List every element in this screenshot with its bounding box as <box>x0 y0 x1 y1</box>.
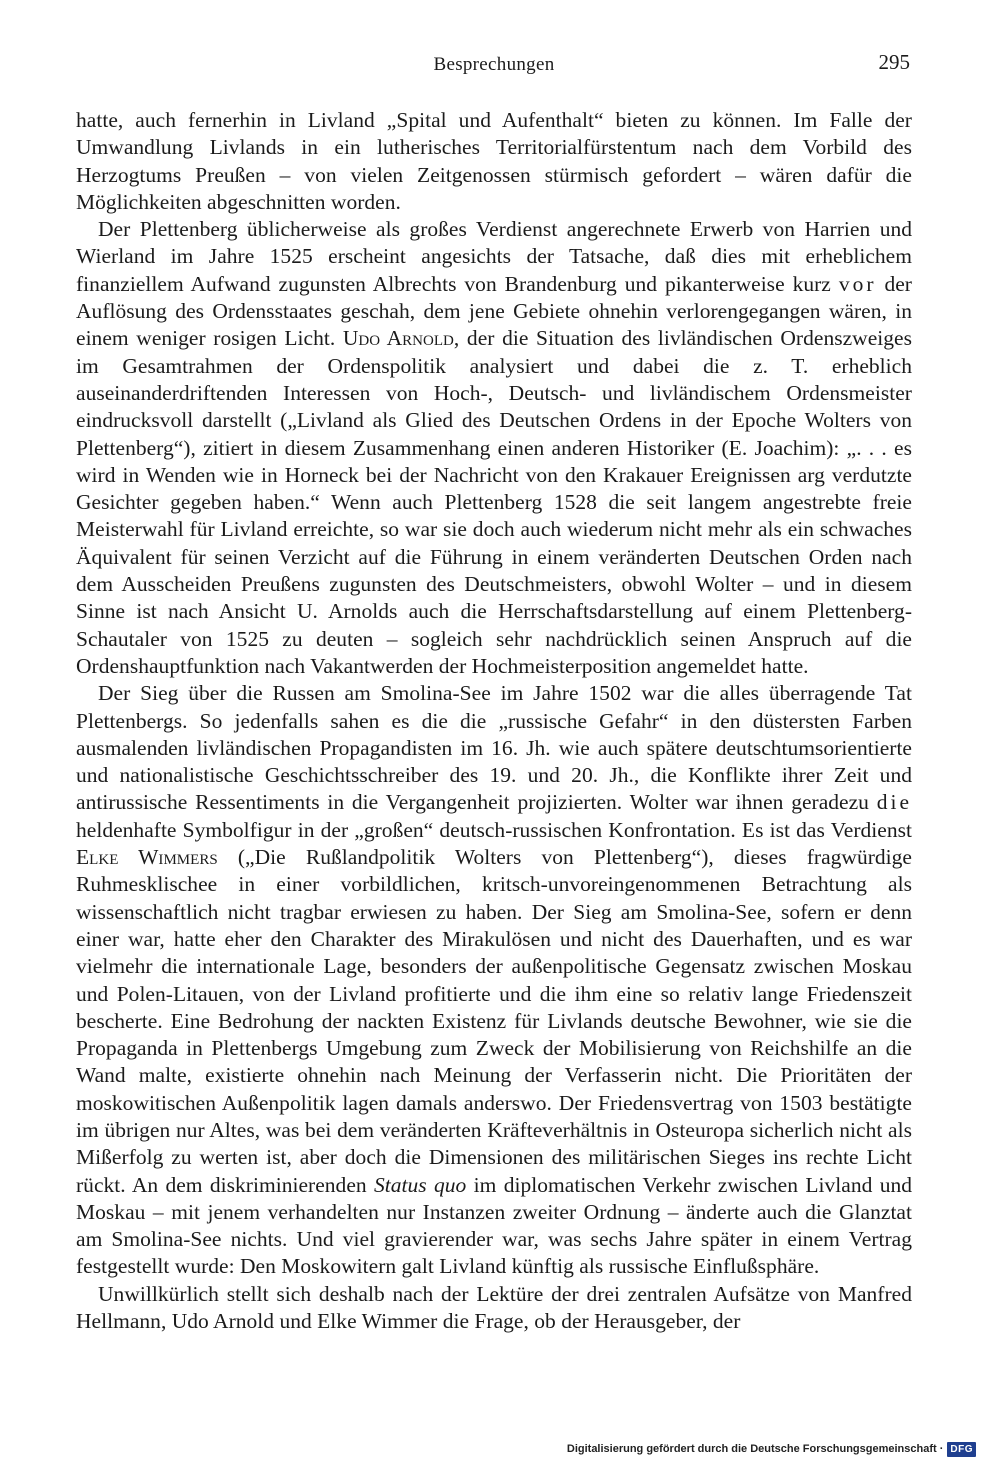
emphasis-text: Udo Arnold <box>342 326 454 351</box>
paragraph-text: („Die Rußlandpolitik Wolters von Plettenberg“), dieses fragwürdige Ruhmesklischee in einer vorbildlichen, kritsch-unvoreingenommenen Betrachtung als wissenschaftlich nicht tragbar erwiesen zu haben. Der Sieg am Smolina-See, sofern er denn einer war, hatte eher den Charakter des Mirakulösen und nicht des Dauerhaften, und es war vielmehr die internationale Lage, besonders der außenpolitische Gegensatz zwischen Moskau und Polen-Litauen, von der Livland profitierte und die ihm eine so relativ lange Friedenszeit bescherte. Eine Bedrohung der nackten Existenz für Livlands deutsche Bewohner, wie sie die Propaganda in Plettenbergs Umgebung zum Zweck der Mobilisierung von Reichshilfe an die Wand malte, existierte ohnehin nach Meinung der Verfasserin nicht. Die Prioritäten der moskowitischen Außenpolitik lagen damals anderswo. Der Friedensvertrag von 1503 bestätigte im übrigen nur Altes, was bei dem veränderten Kräfteverhältnis in Osteuropa sicherlich nicht als Mißerfolg zu werten ist, aber doch die Dimensionen des militärischen Sieges ins rechte Licht rückt. An dem diskriminierenden <box>76 845 912 1197</box>
footer-credit: Digitalisierung gefördert durch die Deutsche Forschungsgemeinschaft · <box>566 1443 944 1455</box>
paragraph-text: heldenhafte Symbolfigur in der „großen“ deutsch-russischen Konfrontation. Es ist das Verdienst <box>76 817 912 842</box>
emphasis-text: die <box>876 790 912 815</box>
paragraph <box>76 107 912 216</box>
emphasis-text: vor <box>838 271 877 296</box>
paragraph-text: , der die Situation des livländischen Ordenszweiges im Gesamtrahmen der Ordenspolitik analysiert und dabei die z. T. erheblich auseinanderdriftenden Interessen von Hoch-, Deutsch- und livländischem Ordensmeister eindrucksvoll darstellt („Livland als Glied des Deutschen Ordens in der Epoche Wolters von Plettenberg“), zitiert in diesem Zusammenhang einen anderen Historiker (E. Joachim): „. . . es wird in Wenden wie in Horneck bei der Nachricht von den Krakauer Ereignissen arg verdutzte Gesichter gegeben haben.“ Wenn auch Plettenberg 1528 die seit langem angestrebte freie Meisterwahl für Livland erreichte, so war sie doch auch wiederum nicht mehr als ein schwaches Äquivalent für seinen Verzicht auf die Führung in einem veränderten Deutschen Orden nach dem Ausscheiden Preußens zugunsten des Deutschmeisters, obwohl Wolter – und in diesem Sinne ist nach Ansicht U. Arnolds auch die Herrschaftsdarstellung auf einem Plettenberg-Schautaler von 1525 zu deuten – sogleich sehr nachdrücklich seinen Anspruch auf die Ordenshauptfunktion nach Vakantwerden der Hochmeisterposition angemeldet hatte. <box>76 326 912 678</box>
page-number: 295 <box>878 50 910 74</box>
paragraph-text: Der Sieg über die Russen am Smolina-See im Jahre 1502 war die alles überragende Tat Plettenbergs. So jedenfalls sahen es die die „russische Gefahr“ in den düstersten Farben ausmalenden livländischen Propagandisten im 16. Jh. wie auch spätere deutschtumsorientierte und nationalistische Geschichtsschreiber des 19. und 20. Jh., die Konflikte ihrer Zeit und antirussische Ressentiments in die Vergangenheit projizierten. Wolter war ihnen geradezu <box>76 681 912 815</box>
emphasis-text: Elke Wimmers <box>76 845 218 870</box>
paragraph-text: der Auflösung des Ordensstaates geschah, dem jene Gebiete ohnehin verlorengegangen wären, in einem weniger rosigen Licht. <box>76 271 912 351</box>
paragraph <box>76 1281 912 1336</box>
paragraph <box>76 216 912 680</box>
paragraph-text: im diplomatischen Verkehr zwischen Livland und Moskau – mit jenem verhandelten nur Instanzen zweiter Ordnung – änderte auch die Glanztat am Smolina-See nichts. Und viel gravierender war, was sechs Jahre später in einem Vertrag festgestellt wurde: Den Moskowitern galt Livland künftig als russische Einflußsphäre. <box>76 1172 913 1279</box>
paragraph-text: Unwillkürlich stellt sich deshalb nach der Lektüre der drei zentralen Aufsätze von Manfred Hellmann, Udo Arnold und Elke Wimmer die Frage, ob der Herausgeber, der <box>76 1281 912 1334</box>
paragraph-text: hatte, auch fernerhin in Livland „Spital und Aufenthalt“ bieten zu können. Im Falle der Umwandlung Livlands in ein lutherisches Territorialfürstentum nach dem Vorbild des Herzogtums Preußen – von vielen Zeitgenossen stürmisch gefordert – wären dafür die Möglichkeiten abgeschnitten worden. <box>76 108 912 214</box>
running-title: Besprechungen <box>433 54 555 75</box>
emphasis-text: Status quo <box>374 1172 467 1197</box>
body-text <box>76 107 912 1335</box>
running-header <box>78 50 910 80</box>
paragraph <box>76 680 912 1281</box>
digitization-footer <box>567 1439 976 1459</box>
dfg-logo: DFG <box>947 1442 976 1457</box>
paragraph-text: Der Plettenberg üblicherweise als großes Verdienst angerechnete Erwerb von Harrien und Wierland im Jahre 1525 erscheint angesichts der Tatsache, daß dies mit erheblichem finanziellem Aufwand zugunsten Albrechts von Brandenburg und pikanterweise kurz <box>76 217 912 296</box>
